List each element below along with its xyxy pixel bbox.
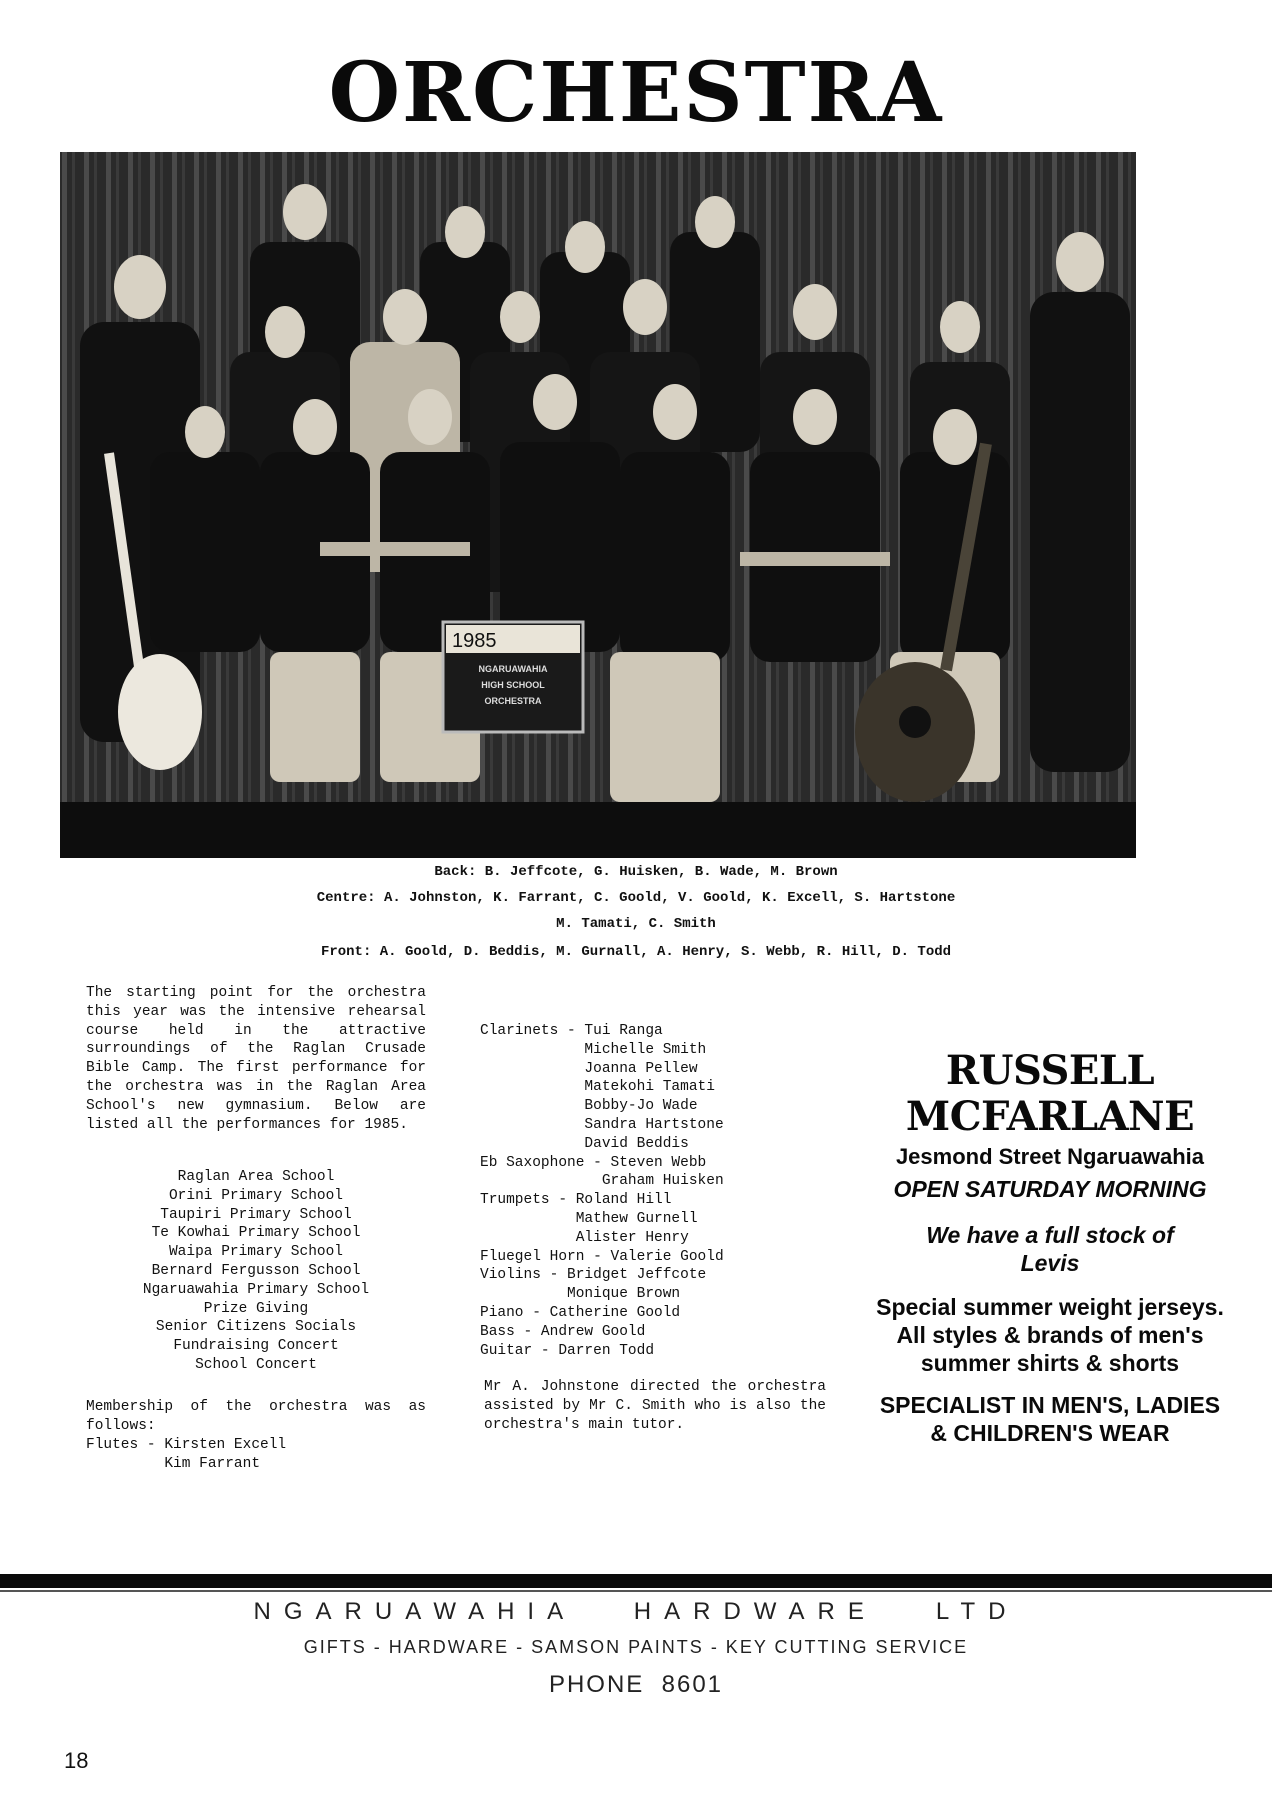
hardware-phone: PHONE 8601 — [548, 1671, 724, 1698]
ad-summer-line-1: Special summer weight jerseys. — [876, 1294, 1224, 1320]
ad-name-line-2: MCFARLANE — [905, 1093, 1195, 1140]
performance-item: Raglan Area School — [177, 1169, 335, 1185]
member-line: Mathew Gurnell — [480, 1210, 698, 1227]
member-line: Alister Henry — [480, 1229, 689, 1246]
orchestra-group-photo — [60, 152, 1136, 858]
member-line: Bobby-Jo Wade — [480, 1098, 698, 1115]
ad-name-line-1: RUSSELL — [945, 1047, 1155, 1094]
performance-item: Bernard Fergusson School — [151, 1262, 361, 1279]
sign-line-3: ORCHESTRA — [484, 696, 542, 706]
performance-item: Orini Primary School — [168, 1187, 344, 1204]
orchestra-sign — [443, 622, 583, 732]
member-line: Kim Farrant — [86, 1455, 261, 1472]
member-line: Bass - Andrew Goold — [480, 1323, 646, 1340]
page-number: 18 — [64, 1748, 89, 1773]
hardware-services: GIFTS - HARDWARE - SAMSON PAINTS - KEY CUTTING SERVICE — [303, 1637, 969, 1657]
caption-front: Front: A. Goold, D. Beddis, M. Gurnall, A. Henry, S. Webb, R. Hill, D. Todd — [320, 944, 952, 960]
caption-centre: Centre: A. Johnston, K. Farrant, C. Goold, V. Goold, K. Excell, S. Hartstone — [316, 890, 956, 906]
russell-mcfarlane-ad — [850, 1048, 1250, 1447]
performance-item: Senior Citizens Socials — [155, 1319, 357, 1336]
ad-opening-hours: OPEN SATURDAY MORNING — [893, 1176, 1207, 1202]
member-line: Clarinets - Tui Ranga — [480, 1023, 663, 1039]
ad-summer-line-3: summer shirts & shorts — [920, 1350, 1180, 1376]
performance-item: Prize Giving — [203, 1300, 309, 1317]
member-line: Guitar - Darren Todd — [480, 1342, 655, 1359]
performance-item: Taupiri Primary School — [160, 1206, 352, 1223]
member-line: Joanna Pellew — [480, 1060, 698, 1077]
caption-centre-cont: M. Tamati, C. Smith — [556, 916, 716, 932]
performance-item: Te Kowhai Primary School — [151, 1225, 361, 1242]
instrument-members-list — [480, 1022, 840, 1360]
performance-item: Ngaruawahia Primary School — [142, 1281, 370, 1298]
page-title: ORCHESTRA — [328, 45, 944, 141]
membership-intro: Membership of the orchestra was as follows: — [86, 1399, 426, 1434]
article-intro: The starting point for the orchestra this year was the intensive rehearsal course held in the attractive surroundings of the Raglan Crusade Bible Camp. The first performance for the orchestra was in the Raglan Area School's new gymnasium. Below are listed all the performances for 1985. — [86, 985, 426, 1133]
ad-specialist-text — [850, 1391, 1250, 1447]
ad-stock-line-1: We have a full stock of — [926, 1222, 1174, 1248]
sign-line-2: HIGH SCHOOL — [481, 680, 545, 690]
sign-line-1: NGARUAWAHIA — [478, 664, 548, 674]
member-line: Eb Saxophone - Steven Webb — [480, 1154, 707, 1171]
ad-summer-line-2: All styles & brands of men's — [896, 1322, 1204, 1348]
performance-item: School Concert — [195, 1356, 317, 1373]
member-line: Violins - Bridget Jeffcote — [480, 1267, 707, 1284]
member-line: Michelle Smith — [480, 1041, 707, 1058]
member-line: David Beddis — [480, 1135, 689, 1152]
ad-stock-text — [850, 1221, 1250, 1277]
footer-divider-thin — [0, 1590, 1272, 1592]
member-line: Piano - Catherine Goold — [480, 1304, 681, 1321]
member-line: Flutes - Kirsten Excell — [86, 1437, 287, 1453]
member-line: Fluegel Horn - Valerie Goold — [480, 1248, 724, 1265]
flutes-list — [86, 1436, 426, 1474]
group-photo-illustration — [60, 152, 1136, 858]
member-line: Matekohi Tamati — [480, 1079, 715, 1096]
performance-list — [86, 1168, 426, 1375]
ad-street: Jesmond Street Ngaruawahia — [895, 1144, 1205, 1169]
ad-specialist-line-2: & CHILDREN'S WEAR — [930, 1420, 1170, 1446]
performance-item: Waipa Primary School — [168, 1244, 344, 1261]
ad-stock-line-2: Levis — [1020, 1250, 1080, 1276]
caption-back: Back: B. Jeffcote, G. Huisken, B. Wade, M. Brown — [434, 864, 838, 880]
member-line: Graham Huisken — [480, 1173, 724, 1190]
ad-specialist-line-1: SPECIALIST IN MEN'S, LADIES — [879, 1392, 1221, 1418]
performance-item: Fundraising Concert — [173, 1338, 339, 1355]
member-line: Sandra Hartstone — [480, 1116, 724, 1133]
director-note: Mr A. Johnstone directed the orchestra assisted by Mr C. Smith who is also the orchestra's main tutor. — [484, 1379, 826, 1433]
ad-summer-text — [850, 1293, 1250, 1377]
member-line: Monique Brown — [480, 1286, 681, 1303]
hardware-store-name: NGARUAWAHIA HARDWARE LTD — [253, 1598, 1019, 1625]
footer-divider — [0, 1574, 1272, 1588]
member-line: Trumpets - Roland Hill — [480, 1192, 672, 1209]
sign-year: 1985 — [452, 630, 497, 652]
